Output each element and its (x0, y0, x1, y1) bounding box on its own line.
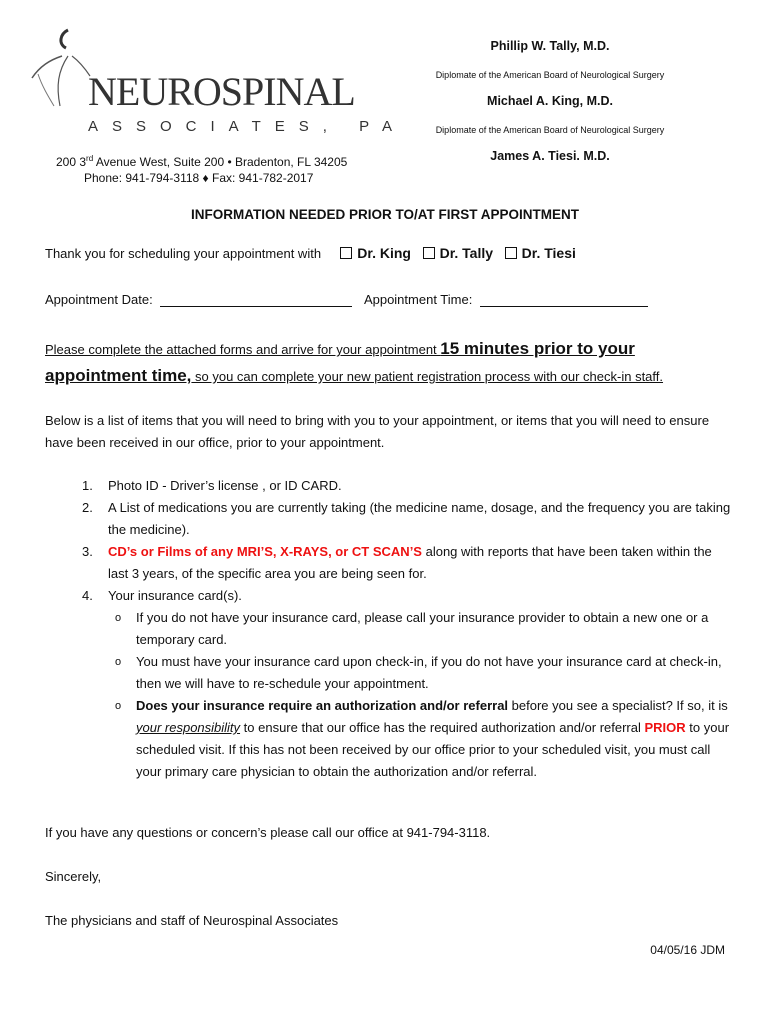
list-subitem: o If you do not have your insurance card, please call your insurance provider to obtain a new one or a temporary card. (115, 610, 709, 647)
list-item: 3. CD’s or Films of any MRI’S, X-RAYS, or CT SCAN’S along with reports that have been taken within the last 3 years, of the specific area you are being seen for. (82, 544, 712, 581)
list-subitem: o You must have your insurance card upon check-in, if you do not have your insurance card at check-in, then we will have to re-schedule your appointment. (115, 654, 722, 691)
doctor-tally-note: Diplomate of the American Board of Neurological Surgery (435, 70, 665, 80)
schedule-line: Thank you for scheduling your appointment with Dr. King Dr. Tally Dr. Tiesi (45, 245, 576, 261)
checkbox-king[interactable] (340, 247, 352, 259)
doctor-king: Michael A. King, M.D. (487, 94, 613, 108)
logo-name: NEUROSPINAL (88, 69, 355, 114)
page-title: INFORMATION NEEDED PRIOR TO/AT FIRST APPOINTMENT (191, 207, 579, 222)
appointment-date-field[interactable] (160, 294, 352, 307)
practice-address: 200 3rd Avenue West, Suite 200 • Bradenton, FL 34205 Phone: 941-794-3118 ♦ Fax: 941-782-2017 (56, 154, 348, 185)
appointment-time-field[interactable] (480, 294, 648, 307)
signoff: The physicians and staff of Neurospinal Associates (45, 913, 339, 928)
checkbox-tally[interactable] (423, 247, 435, 259)
doctor-tiesi: James A. Tiesi. M.D. (490, 149, 610, 163)
intro-paragraph: Below is a list of items that you will need to bring with you to your appointment, or items that you will need to ensure have been received in our office, prior to your appointment. (45, 413, 710, 450)
sincerely: Sincerely, (45, 869, 102, 884)
items-list (82, 475, 732, 783)
list-item: 4. Your insurance card(s). (82, 588, 242, 603)
list-item: 2. A List of medications you are currently taking (the medicine name, dosage, and the frequency you are taking the medicine). (82, 500, 731, 537)
checkbox-tiesi[interactable] (505, 247, 517, 259)
doctor-tally: Phillip W. Tally, M.D. (490, 39, 610, 53)
doctor-king-note: Diplomate of the American Board of Neurological Surgery (435, 125, 665, 135)
list-subitem: o Does your insurance require an authorization and/or referral before you see a specialist? If so, it is your responsibility to ensure that our office has the required authorization and/or referral PRIOR to your scheduled visit. If this has not been received by our office prior to your scheduled visit, you must call your primary care physician to obtain the authorization and/or referral. (115, 698, 730, 779)
footer-code: 04/05/16 JDM (650, 943, 725, 957)
arrival-notice: Please complete the attached forms and arrive for your appointment 15 minutes prior to your appointment time, so you can complete your new patient registration process with our check-in staff. (45, 339, 664, 385)
questions-line: If you have any questions or concern’s please call our office at 941-794-3118. (45, 825, 491, 840)
list-item: 1. Photo ID - Driver’s license , or ID CARD. (82, 478, 342, 493)
appointment-fields: Appointment Date: Appointment Time: (45, 292, 648, 307)
logo-subtitle: ASSOCIATES, PA (88, 118, 406, 135)
